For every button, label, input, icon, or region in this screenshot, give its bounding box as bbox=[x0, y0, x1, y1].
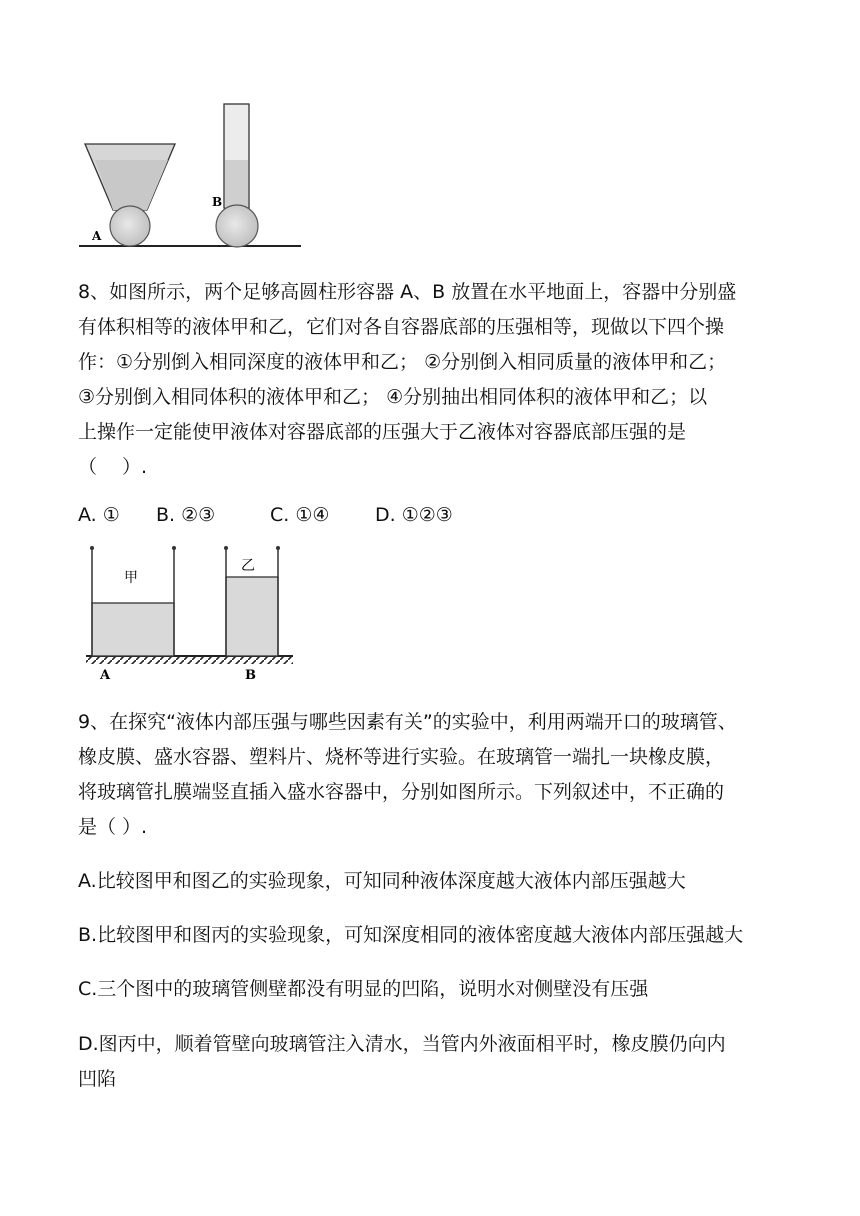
liquid-yi bbox=[226, 577, 278, 656]
label-yi: 乙 bbox=[241, 558, 255, 574]
q8-line-5: 上操作一定能使甲液体对容器底部的压强大于乙液体对容器底部压强的是 bbox=[78, 421, 687, 443]
q9-option-d: D.图丙中，顺着管壁向玻璃管注入清水，当管内外液面相平时，橡皮膜仍向内 bbox=[78, 1033, 726, 1055]
q9-line-2: 橡皮膜、盛水容器、塑料片、烧杯等进行实验。在玻璃管一端扎一块橡皮膜， bbox=[78, 746, 725, 768]
q9-option-d-cont: 凹陷 bbox=[78, 1068, 117, 1090]
label-b-bottom: B bbox=[245, 668, 256, 683]
q9-option-a: A.比较图甲和图乙的实验现象，可知同种液体深度越大液体内部压强越大 bbox=[78, 870, 686, 892]
q8-line-3: 作：①分别倒入相同深度的液体甲和乙； ②分别倒入相同质量的液体甲和乙； bbox=[78, 351, 727, 373]
label-jia: 甲 bbox=[124, 570, 138, 586]
q8-line-6: （ ）. bbox=[78, 456, 148, 478]
figure-cylinders bbox=[80, 540, 305, 685]
q9-line-4: 是（ ）. bbox=[78, 816, 148, 838]
q9-line-1: 9、在探究“液体内部压强与哪些因素有关”的实验中，利用两端开口的玻璃管、 bbox=[78, 711, 737, 733]
label-a-bottom: A bbox=[100, 668, 111, 683]
hatched-ground bbox=[86, 656, 293, 664]
figure-containers-ab bbox=[75, 100, 305, 255]
q9-line-3: 将玻璃管扎膜端竖直插入盛水容器中，分别如图所示。下列叙述中，不正确的 bbox=[78, 781, 725, 803]
ball-a bbox=[110, 206, 150, 246]
q8-option-a: A. ① bbox=[78, 504, 120, 526]
q8-line-2: 有体积相等的液体甲和乙，它们对各自容器底部的压强相等，现做以下四个操 bbox=[78, 316, 725, 338]
q8-option-b: B. ②③ bbox=[156, 504, 216, 526]
q8-option-d: D. ①②③ bbox=[375, 504, 453, 526]
label-b: B bbox=[212, 195, 223, 209]
ball-b bbox=[216, 205, 258, 247]
q8-option-c: C. ①④ bbox=[270, 504, 330, 526]
q8-line-1: 8、如图所示，两个足够高圆柱形容器 A、B 放置在水平地面上，容器中分别盛 bbox=[78, 281, 737, 303]
q9-option-b: B.比较图甲和图丙的实验现象，可知深度相同的液体密度越大液体内部压强越大 bbox=[78, 924, 744, 946]
q9-option-c: C.三个图中的玻璃管侧壁都没有明显的凹陷，说明水对侧壁没有压强 bbox=[78, 978, 649, 1000]
q8-line-4: ③分别倒入相同体积的液体甲和乙； ④分别抽出相同体积的液体甲和乙；以 bbox=[78, 386, 708, 408]
label-a: A bbox=[92, 229, 102, 243]
liquid-jia bbox=[92, 603, 174, 656]
